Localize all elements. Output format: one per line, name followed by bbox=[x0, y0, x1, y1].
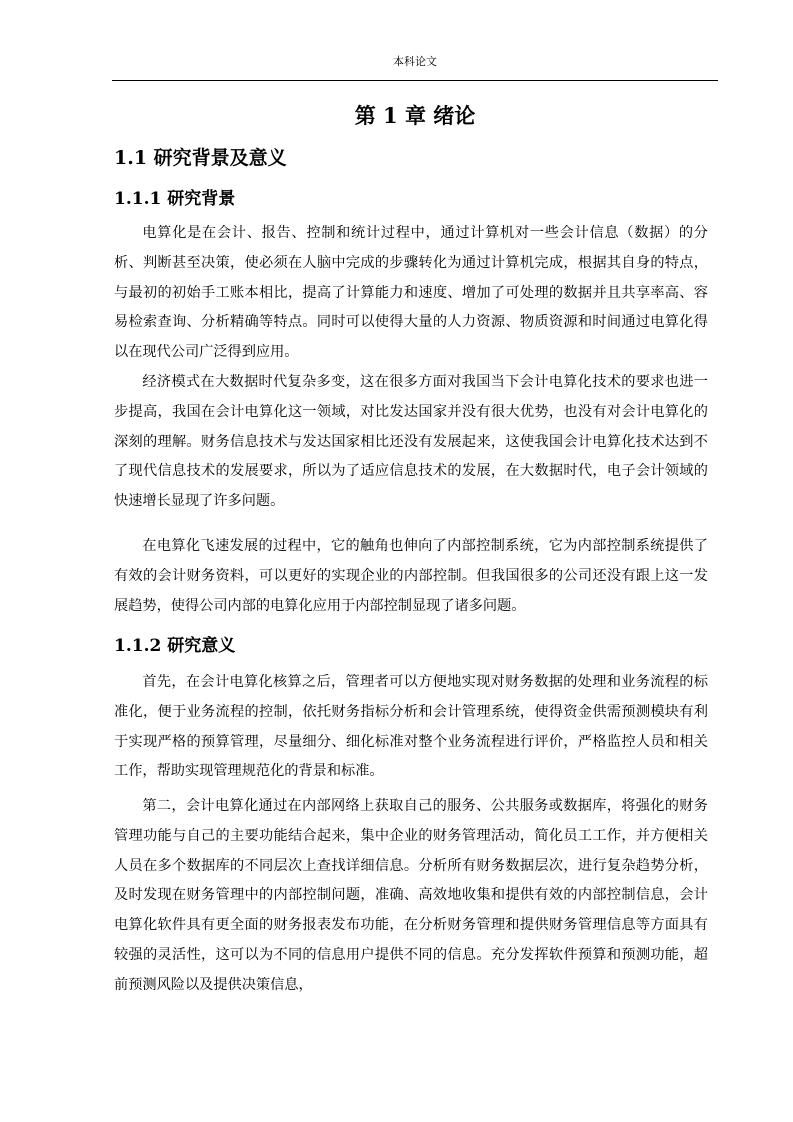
paragraph-background-3: 在电算化飞速发展的过程中，它的触角也伸向了内部控制系统，它为内部控制系统提供了有效的会计财务资料，可以更好的实现企业的内部控制。但我国很多的公司还没有跟上这一发展趋势，使得公司内部的电算化应用于内部控制显现了诸多问题。 bbox=[114, 538, 708, 614]
section-heading-1-1: 1.1 研究背景及意义 bbox=[114, 147, 287, 169]
paragraph-background-2: 经济模式在大数据时代复杂多变，这在很多方面对我国当下会计电算化技术的要求也进一步提高，我国在会计电算化这一领域，对比发达国家并没有很大优势，也没有对会计电算化的深刻的理解。财务信息技术与发达国家相比还没有发展起来，这使我国会计电算化技术达到不了现代信息技术的发展要求，所以为了适应信息技术的发展，在大数据时代，电子会计领域的快速增长显现了许多问题。 bbox=[114, 374, 708, 510]
paragraph-significance-1: 首先，在会计电算化核算之后，管理者可以方便地实现对财务数据的处理和业务流程的标准化，便于业务流程的控制，依托财务指标分析和会计管理系统，使得资金供需预测模块有利于实现严格的预算管理，尽量细分、细化标准对整个业务流程进行评价，严格监控人员和相关工作，帮助实现管理规范化的背景和标准。 bbox=[114, 674, 708, 780]
chapter-title: 第 1 章 绪论 bbox=[354, 103, 476, 128]
paragraph-significance-2: 第二，会计电算化通过在内部网络上获取自己的服务、公共服务或数据库，将强化的财务管理功能与自己的主要功能结合起来，集中企业的财务管理活动，简化员工工作，并方便相关人员在多个数据库的不同层次上查找详细信息。分析所有财务数据层次，进行复杂趋势分析，及时发现在财务管理中的内部控制问题，准确、高效地收集和提供有效的内部控制信息，会计电算化软件具有更全面的财务报表发布功能，在分析财务管理和提供财务管理信息等方面具有较强的灵活性，这可以为不同的信息用户提供不同的信息。充分发挥软件预算和预测功能，超前预测风险以及提供决策信息， bbox=[114, 798, 708, 993]
section-heading-1-1-1: 1.1.1 研究背景 bbox=[114, 189, 236, 209]
section-heading-1-1-2: 1.1.2 研究意义 bbox=[114, 636, 236, 656]
page-header: 本科论文 bbox=[393, 55, 437, 68]
header-divider bbox=[112, 80, 718, 81]
paragraph-background-1: 电算化是在会计、报告、控制和统计过程中，通过计算机对一些会计信息（数据）的分析、判断甚至决策，使必须在人脑中完成的步骤转化为通过计算机完成，根据其自身的特点，与最初的初始手工账本相比，提高了计算能力和速度、增加了可处理的数据并且共享率高、容易检索查询、分析精确等特点。同时可以使得大量的人力资源、物质资源和时间通过电算化得以在现代公司广泛得到应用。 bbox=[114, 225, 708, 361]
